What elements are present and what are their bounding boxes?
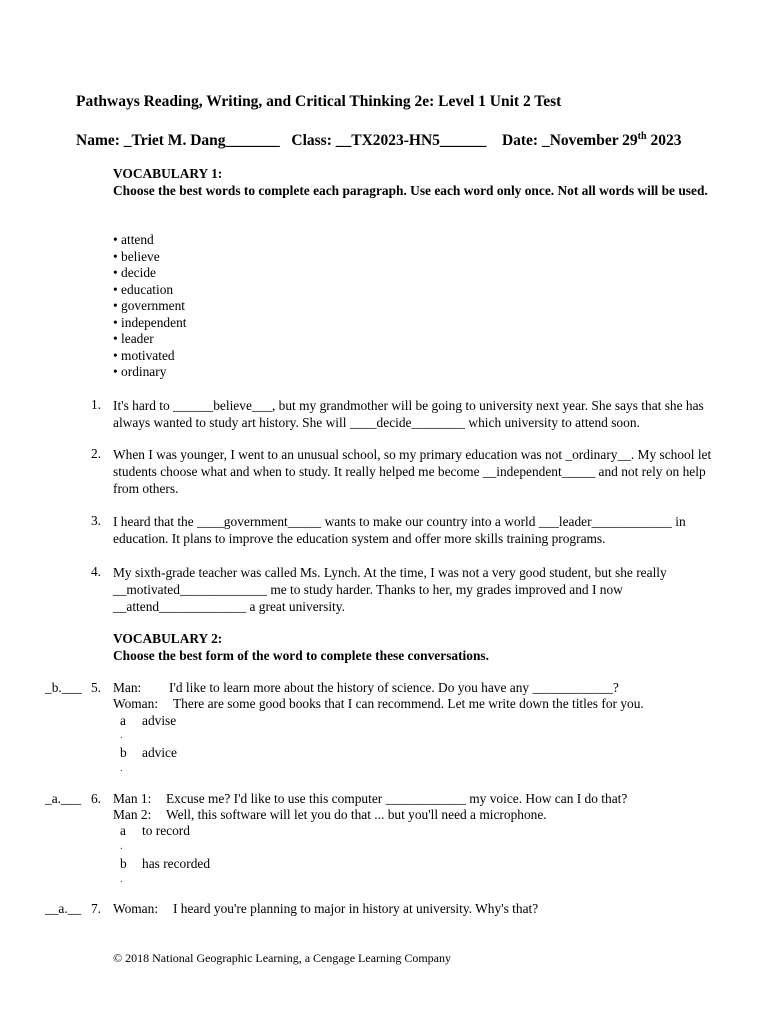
dialogue-speaker: Man 1: [113, 791, 152, 806]
answer-blank: _b.___ [45, 680, 82, 695]
dialogue-line: Well, this software will let you do that ... but you'll need a microphone. [166, 807, 547, 822]
vocab1-heading: VOCABULARY 1: [113, 166, 223, 181]
option-dot: . [120, 729, 123, 741]
option-text[interactable]: advice [142, 745, 177, 760]
question-number: 7. [90, 901, 101, 916]
word-bank-item: • decide [113, 265, 156, 280]
question-number: 3. [90, 513, 101, 528]
dialogue-line: I heard you're planning to major in history at university. Why's that? [173, 901, 539, 916]
dialogue-speaker: Woman: [113, 901, 159, 916]
question-text: When I was younger, I went to an unusual school, so my primary education was not _ordinary__. My school let students choose what and when to study. It really helped me become __independent_____ and not rely on help from others. [113, 447, 712, 496]
vocab2-heading: VOCABULARY 2: [113, 631, 223, 646]
word-bank-item: • education [113, 281, 174, 297]
word-bank-item: • government [113, 298, 185, 313]
dialogue-speaker: Man 2: [113, 807, 152, 822]
option-dot: . [120, 840, 123, 852]
name-field: Name: _Triet M. Dang_______ [76, 132, 280, 149]
option-text[interactable]: has recorded [142, 856, 211, 871]
vocab1-instructions: Choose the best words to complete each paragraph. Use each word only once. Not all words will be used. [113, 183, 708, 198]
answer-blank: __a.__ [45, 901, 82, 916]
dialogue-speaker: Woman: [113, 696, 159, 711]
question-number: 4. [90, 564, 101, 579]
word-bank-item: • attend [113, 232, 154, 247]
question-text: It's hard to ______believe___, but my grandmother will be going to university next year. She says that she has always wanted to study art history. She will ____decide________ which university to attend soon. [113, 398, 704, 430]
question-number: 2. [90, 446, 101, 461]
option-letter: a [120, 823, 126, 838]
student-info-line [76, 132, 681, 150]
dialogue-line: There are some good books that I can recommend. Let me write down the titles for you. [173, 696, 644, 711]
word-bank-item: • believe [113, 248, 160, 264]
question-text: My sixth-grade teacher was called Ms. Lynch. At the time, I was not a very good student, but she really __motivated_____________ me to study harder. Thanks to her, my grades improved and I now __attend_____________ a great university. [113, 565, 667, 614]
option-text[interactable]: to record [142, 823, 190, 838]
option-dot: . [120, 762, 123, 774]
option-dot: . [120, 873, 123, 885]
word-bank [113, 232, 186, 381]
option-letter: b [120, 745, 127, 760]
option-letter: b [120, 856, 127, 871]
vocab2-instructions: Choose the best form of the word to complete these conversations. [113, 648, 489, 663]
option-letter: a [120, 713, 126, 728]
dialogue-speaker: Man: [113, 680, 142, 695]
test-title: Pathways Reading, Writing, and Critical Thinking 2e: Level 1 Unit 2 Test [76, 93, 562, 110]
question-text: I heard that the ____government_____ wants to make our country into a world ___leader____________ in education. It plans to improve the education system and offer more skills training programs. [113, 514, 686, 546]
class-field: Class: __TX2023-HN5______ [291, 132, 487, 149]
option-text[interactable]: advise [142, 713, 177, 728]
dialogue-line: I'd like to learn more about the history of science. Do you have any ____________? [169, 680, 619, 695]
copyright-footer: © 2018 National Geographic Learning, a Cengage Learning Company [113, 951, 452, 965]
answer-blank: _a.___ [45, 791, 82, 806]
word-bank-item: • ordinary [113, 364, 167, 379]
question-number: 1. [90, 397, 101, 412]
date-field: Date: _November 29th 2023 [501, 131, 682, 149]
dialogue-line: Excuse me? I'd like to use this computer ____________ my voice. How can I do that? [166, 791, 628, 806]
question-number: 5. [90, 680, 101, 695]
word-bank-item: • independent [113, 314, 187, 330]
question-number: 6. [90, 791, 101, 806]
word-bank-item: • leader [113, 331, 154, 346]
word-bank-item: • motivated [113, 347, 175, 363]
